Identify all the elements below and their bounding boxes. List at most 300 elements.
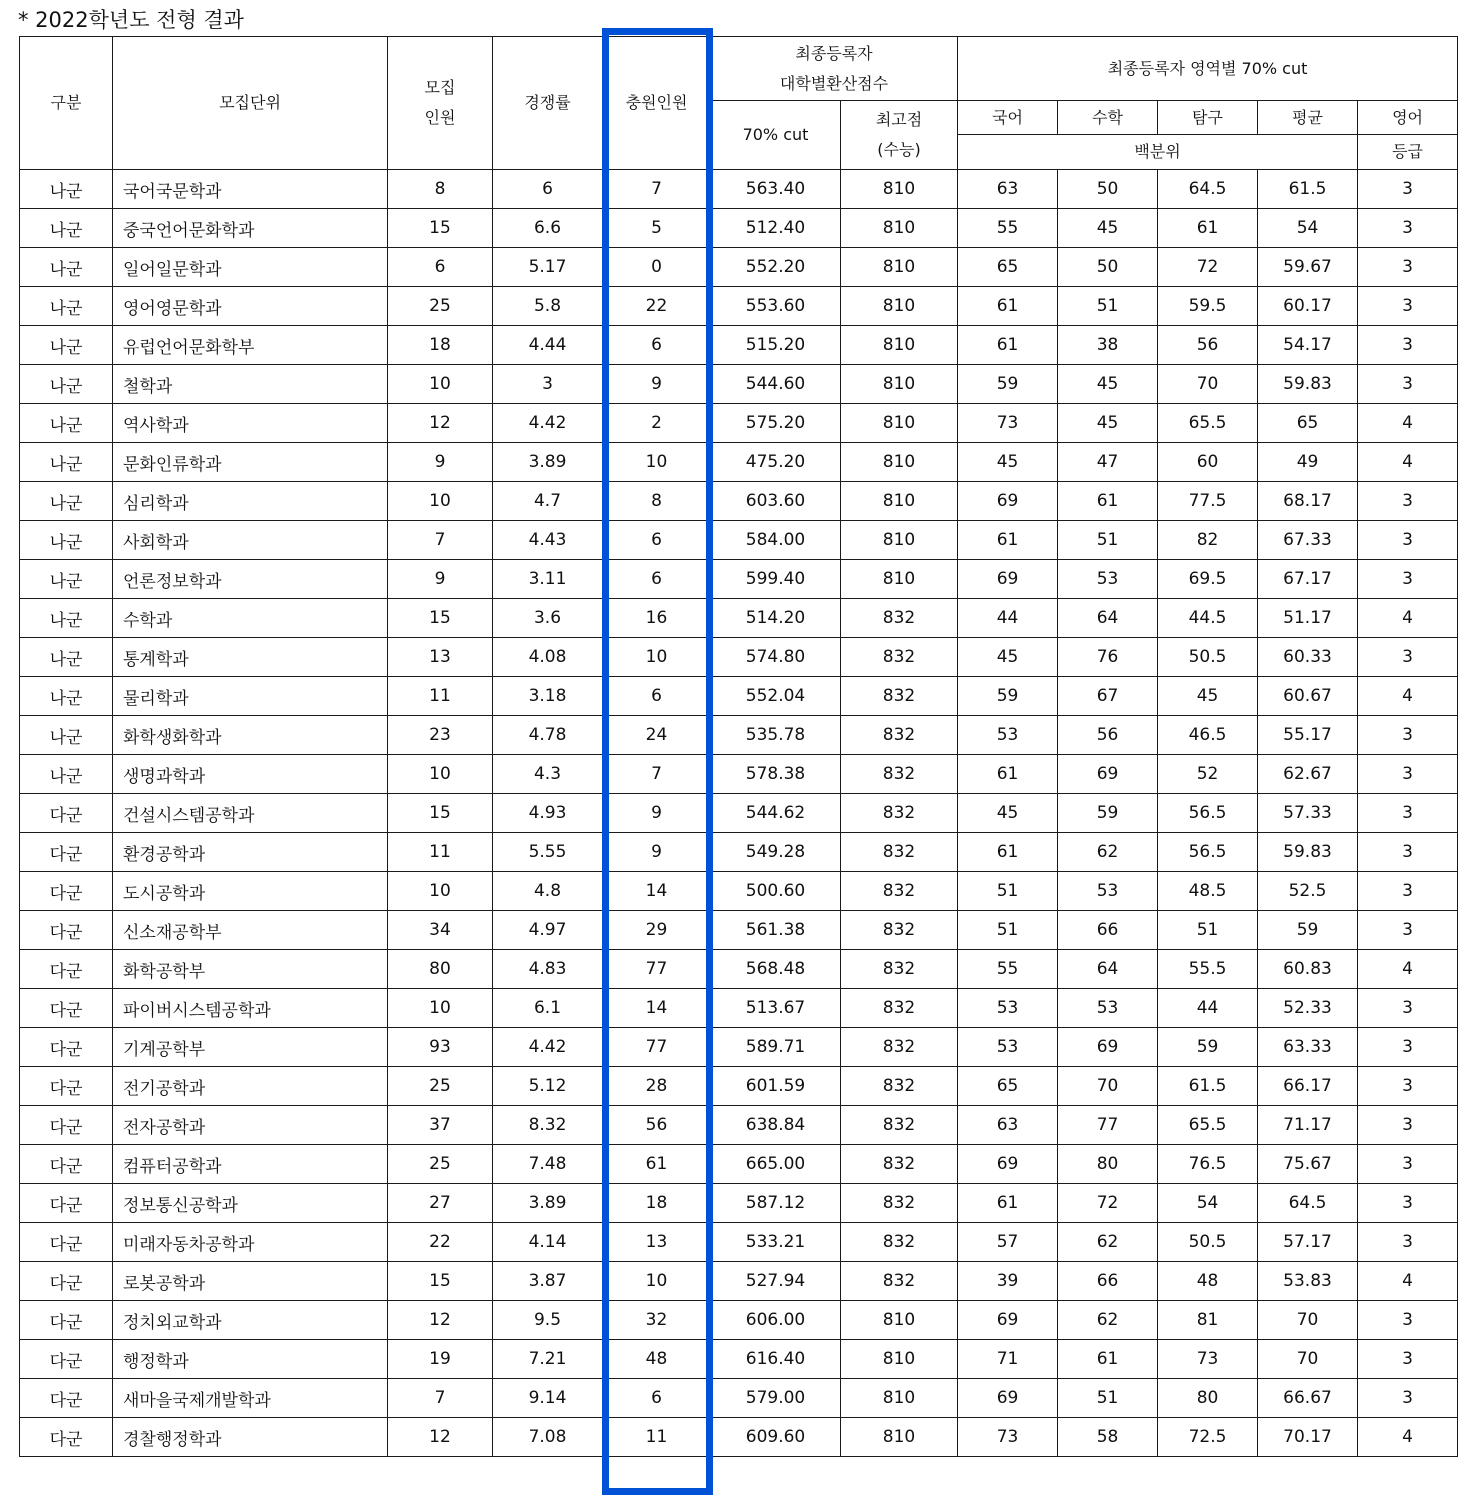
cell-unit: 신소재공학부 [113,911,388,950]
cell-group: 다군 [20,1262,113,1301]
table-row [20,1067,1458,1106]
cell-inquiry: 65.5 [1158,404,1258,443]
cell-inquiry: 44 [1158,989,1258,1028]
cell-inquiry: 59.5 [1158,287,1258,326]
cell-unit: 국어국문학과 [113,170,388,209]
table-row [20,716,1458,755]
cell-max: 810 [841,404,958,443]
cell-math: 45 [1058,365,1158,404]
cell-max: 810 [841,287,958,326]
cell-korean: 63 [958,170,1058,209]
cell-group: 다군 [20,1223,113,1262]
cell-inquiry: 52 [1158,755,1258,794]
cell-max: 832 [841,1028,958,1067]
cell-average: 60.83 [1258,950,1358,989]
cell-group: 나군 [20,716,113,755]
cell-average: 57.33 [1258,794,1358,833]
cell-max: 832 [841,1145,958,1184]
cell-group: 다군 [20,1418,113,1457]
cell-inquiry: 72 [1158,248,1258,287]
cell-korean: 69 [958,1379,1058,1418]
cell-korean: 45 [958,638,1058,677]
cell-english: 3 [1358,521,1458,560]
cell-cut70: 544.60 [711,365,841,404]
cell-math: 38 [1058,326,1158,365]
table-row [20,1379,1458,1418]
cell-competition: 7.08 [493,1418,603,1457]
cell-quota: 10 [388,872,493,911]
cell-english: 3 [1358,209,1458,248]
cell-group: 나군 [20,560,113,599]
cell-max: 810 [841,482,958,521]
table-row [20,677,1458,716]
cell-additional: 14 [603,872,711,911]
cell-quota: 9 [388,560,493,599]
cell-quota: 12 [388,1418,493,1457]
cell-cut70: 514.20 [711,599,841,638]
cell-additional: 9 [603,794,711,833]
cell-korean: 53 [958,716,1058,755]
cell-average: 70 [1258,1340,1358,1379]
cell-quota: 10 [388,482,493,521]
cell-inquiry: 56.5 [1158,794,1258,833]
table-row [20,794,1458,833]
cell-korean: 39 [958,1262,1058,1301]
cell-group: 다군 [20,794,113,833]
cell-english: 3 [1358,560,1458,599]
header-final-score-line2: 대학별환산점수 [779,73,889,93]
cell-average: 64.5 [1258,1184,1358,1223]
cell-group: 나군 [20,287,113,326]
cell-inquiry: 50.5 [1158,1223,1258,1262]
cell-competition: 9.5 [493,1301,603,1340]
table-row [20,1184,1458,1223]
cell-cut70: 512.40 [711,209,841,248]
cell-math: 58 [1058,1418,1158,1457]
cell-cut70: 513.67 [711,989,841,1028]
cell-competition: 4.3 [493,755,603,794]
cell-max: 832 [841,989,958,1028]
cell-competition: 7.48 [493,1145,603,1184]
cell-quota: 18 [388,326,493,365]
header-quota [388,37,493,170]
table-row [20,560,1458,599]
cell-korean: 61 [958,755,1058,794]
cell-cut70: 553.60 [711,287,841,326]
cell-quota: 15 [388,209,493,248]
cell-max: 810 [841,1418,958,1457]
cell-unit: 컴퓨터공학과 [113,1145,388,1184]
cell-unit: 문화인류학과 [113,443,388,482]
cell-math: 50 [1058,248,1158,287]
cell-average: 60.17 [1258,287,1358,326]
cell-unit: 수학과 [113,599,388,638]
table-row [20,248,1458,287]
cell-additional: 6 [603,560,711,599]
cell-inquiry: 80 [1158,1379,1258,1418]
cell-average: 62.67 [1258,755,1358,794]
cell-korean: 59 [958,677,1058,716]
cell-quota: 15 [388,599,493,638]
cell-group: 나군 [20,638,113,677]
cell-math: 45 [1058,404,1158,443]
cell-average: 59 [1258,911,1358,950]
cell-inquiry: 55.5 [1158,950,1258,989]
cell-quota: 25 [388,1145,493,1184]
cell-korean: 65 [958,1067,1058,1106]
cell-competition: 4.8 [493,872,603,911]
cell-additional: 10 [603,443,711,482]
cell-max: 810 [841,443,958,482]
cell-unit: 전기공학과 [113,1067,388,1106]
cell-average: 57.17 [1258,1223,1358,1262]
cell-quota: 12 [388,1301,493,1340]
table-row [20,638,1458,677]
cell-inquiry: 51 [1158,911,1258,950]
cell-inquiry: 50.5 [1158,638,1258,677]
cell-average: 63.33 [1258,1028,1358,1067]
cell-inquiry: 72.5 [1158,1418,1258,1457]
cell-cut70: 561.38 [711,911,841,950]
cell-math: 62 [1058,1301,1158,1340]
cell-english: 3 [1358,911,1458,950]
table-row [20,521,1458,560]
cell-average: 52.5 [1258,872,1358,911]
cell-unit: 새마을국제개발학과 [113,1379,388,1418]
cell-group: 다군 [20,1145,113,1184]
cell-inquiry: 59 [1158,1028,1258,1067]
cell-competition: 5.55 [493,833,603,872]
cell-quota: 93 [388,1028,493,1067]
cell-additional: 9 [603,365,711,404]
cell-additional: 10 [603,1262,711,1301]
cell-cut70: 527.94 [711,1262,841,1301]
header-quota-line2: 인원 [424,108,456,127]
table-row [20,989,1458,1028]
cell-competition: 8.32 [493,1106,603,1145]
cell-quota: 11 [388,677,493,716]
cell-korean: 44 [958,599,1058,638]
cell-group: 나군 [20,599,113,638]
cell-max: 832 [841,1067,958,1106]
table-row [20,1145,1458,1184]
cell-additional: 6 [603,1379,711,1418]
cell-quota: 15 [388,794,493,833]
cell-additional: 48 [603,1340,711,1379]
table-row [20,1301,1458,1340]
cell-additional: 28 [603,1067,711,1106]
cell-additional: 8 [603,482,711,521]
header-final-score [711,37,958,101]
cell-inquiry: 54 [1158,1184,1258,1223]
cell-max: 832 [841,1262,958,1301]
cell-max: 832 [841,1223,958,1262]
table-row [20,1262,1458,1301]
cell-competition: 3.89 [493,1184,603,1223]
cell-math: 62 [1058,833,1158,872]
cell-quota: 37 [388,1106,493,1145]
cell-unit: 화학생화학과 [113,716,388,755]
cell-math: 59 [1058,794,1158,833]
cell-max: 810 [841,1379,958,1418]
cell-competition: 9.14 [493,1379,603,1418]
cell-max: 832 [841,1184,958,1223]
table-header [20,37,1458,170]
cell-group: 다군 [20,1379,113,1418]
cell-korean: 57 [958,1223,1058,1262]
cell-cut70: 535.78 [711,716,841,755]
cell-quota: 7 [388,521,493,560]
cell-inquiry: 61 [1158,209,1258,248]
cell-unit: 언론정보학과 [113,560,388,599]
cell-additional: 9 [603,833,711,872]
cell-average: 51.17 [1258,599,1358,638]
cell-math: 69 [1058,755,1158,794]
cell-english: 3 [1358,989,1458,1028]
cell-korean: 53 [958,1028,1058,1067]
header-competition: 경쟁률 [493,37,603,170]
cell-math: 47 [1058,443,1158,482]
cell-unit: 행정학과 [113,1340,388,1379]
cell-math: 51 [1058,521,1158,560]
cell-competition: 6.1 [493,989,603,1028]
cell-math: 72 [1058,1184,1158,1223]
cell-additional: 13 [603,1223,711,1262]
table-row [20,287,1458,326]
cell-math: 53 [1058,560,1158,599]
cell-average: 70.17 [1258,1418,1358,1457]
cell-additional: 10 [603,638,711,677]
cell-cut70: 544.62 [711,794,841,833]
cell-unit: 정치외교학과 [113,1301,388,1340]
cell-average: 60.67 [1258,677,1358,716]
cell-max: 810 [841,1340,958,1379]
cell-unit: 역사학과 [113,404,388,443]
cell-english: 3 [1358,170,1458,209]
cell-quota: 23 [388,716,493,755]
header-quota-line1: 모집 [424,78,456,97]
cell-group: 나군 [20,521,113,560]
cell-quota: 22 [388,1223,493,1262]
cell-group: 다군 [20,833,113,872]
cell-unit: 경찰행정학과 [113,1418,388,1457]
cell-average: 49 [1258,443,1358,482]
cell-unit: 정보통신공학과 [113,1184,388,1223]
cell-cut70: 552.04 [711,677,841,716]
cell-competition: 6 [493,170,603,209]
cell-additional: 7 [603,755,711,794]
cell-cut70: 603.60 [711,482,841,521]
cell-inquiry: 56 [1158,326,1258,365]
cell-english: 3 [1358,248,1458,287]
cell-average: 59.67 [1258,248,1358,287]
cell-english: 3 [1358,365,1458,404]
cell-english: 4 [1358,599,1458,638]
cell-english: 3 [1358,638,1458,677]
cell-english: 4 [1358,950,1458,989]
cell-additional: 7 [603,170,711,209]
cell-cut70: 575.20 [711,404,841,443]
cell-quota: 10 [388,755,493,794]
cell-group: 나군 [20,443,113,482]
table-row [20,1028,1458,1067]
cell-inquiry: 46.5 [1158,716,1258,755]
cell-unit: 사회학과 [113,521,388,560]
cell-quota: 13 [388,638,493,677]
table-row [20,170,1458,209]
cell-competition: 4.97 [493,911,603,950]
cell-math: 53 [1058,872,1158,911]
cell-competition: 4.44 [493,326,603,365]
cell-average: 61.5 [1258,170,1358,209]
cell-max: 832 [841,794,958,833]
cell-english: 3 [1358,1223,1458,1262]
cell-english: 3 [1358,287,1458,326]
cell-korean: 61 [958,1184,1058,1223]
header-group: 구분 [20,37,113,170]
cell-max: 810 [841,209,958,248]
cell-english: 3 [1358,1379,1458,1418]
cell-korean: 51 [958,872,1058,911]
cell-unit: 환경공학과 [113,833,388,872]
admission-results-table [19,36,1458,1457]
cell-cut70: 500.60 [711,872,841,911]
cell-quota: 8 [388,170,493,209]
cell-quota: 9 [388,443,493,482]
header-final-score-line1: 최종등록자 [795,43,873,63]
cell-max: 832 [841,638,958,677]
cell-group: 다군 [20,950,113,989]
cell-average: 54.17 [1258,326,1358,365]
cell-korean: 73 [958,404,1058,443]
table-body [20,170,1458,1457]
header-math: 수학 [1058,101,1158,135]
cell-math: 61 [1058,482,1158,521]
cell-max: 810 [841,1301,958,1340]
cell-average: 59.83 [1258,365,1358,404]
cell-competition: 4.7 [493,482,603,521]
cell-inquiry: 77.5 [1158,482,1258,521]
cell-math: 64 [1058,599,1158,638]
cell-group: 나군 [20,755,113,794]
cell-max: 810 [841,326,958,365]
cell-cut70: 579.00 [711,1379,841,1418]
cell-max: 832 [841,599,958,638]
cell-group: 다군 [20,1028,113,1067]
cell-unit: 로봇공학과 [113,1262,388,1301]
cell-inquiry: 70 [1158,365,1258,404]
cell-group: 나군 [20,170,113,209]
table-row [20,755,1458,794]
cell-additional: 6 [603,521,711,560]
cell-unit: 도시공학과 [113,872,388,911]
cell-competition: 3.18 [493,677,603,716]
cell-group: 나군 [20,326,113,365]
cell-group: 나군 [20,482,113,521]
header-inquiry: 탐구 [1158,101,1258,135]
cell-math: 51 [1058,287,1158,326]
header-average: 평균 [1258,101,1358,135]
cell-korean: 69 [958,1301,1058,1340]
cell-average: 52.33 [1258,989,1358,1028]
cell-cut70: 578.38 [711,755,841,794]
cell-korean: 53 [958,989,1058,1028]
cell-group: 다군 [20,1106,113,1145]
cell-additional: 0 [603,248,711,287]
cell-max: 832 [841,833,958,872]
table-row [20,209,1458,248]
cell-competition: 3.89 [493,443,603,482]
cell-average: 68.17 [1258,482,1358,521]
cell-group: 다군 [20,989,113,1028]
cell-quota: 11 [388,833,493,872]
cell-math: 61 [1058,1340,1158,1379]
table-row [20,1106,1458,1145]
cell-cut70: 587.12 [711,1184,841,1223]
cell-quota: 7 [388,1379,493,1418]
cell-average: 71.17 [1258,1106,1358,1145]
cell-cut70: 638.84 [711,1106,841,1145]
cell-additional: 6 [603,677,711,716]
cell-korean: 45 [958,794,1058,833]
cell-average: 65 [1258,404,1358,443]
table-row [20,599,1458,638]
cell-korean: 73 [958,1418,1058,1457]
cell-cut70: 574.80 [711,638,841,677]
cell-competition: 4.42 [493,404,603,443]
cell-inquiry: 73 [1158,1340,1258,1379]
cell-competition: 7.21 [493,1340,603,1379]
cell-unit: 생명과학과 [113,755,388,794]
cell-competition: 4.14 [493,1223,603,1262]
table-caption: * 2022학년도 전형 결과 [18,8,244,32]
cell-math: 62 [1058,1223,1158,1262]
cell-math: 53 [1058,989,1158,1028]
cell-unit: 전자공학과 [113,1106,388,1145]
cell-average: 66.67 [1258,1379,1358,1418]
cell-inquiry: 64.5 [1158,170,1258,209]
cell-group: 나군 [20,365,113,404]
cell-competition: 4.43 [493,521,603,560]
cell-quota: 34 [388,911,493,950]
cell-additional: 16 [603,599,711,638]
cell-competition: 6.6 [493,209,603,248]
cell-cut70: 609.60 [711,1418,841,1457]
cell-group: 다군 [20,1340,113,1379]
header-max-line1: 최고점 [875,110,923,129]
cell-math: 70 [1058,1067,1158,1106]
cell-max: 832 [841,677,958,716]
cell-inquiry: 44.5 [1158,599,1258,638]
cell-english: 4 [1358,1418,1458,1457]
cell-cut70: 584.00 [711,521,841,560]
cell-math: 66 [1058,911,1158,950]
cell-max: 832 [841,872,958,911]
cell-additional: 77 [603,950,711,989]
cell-korean: 51 [958,911,1058,950]
cell-group: 다군 [20,1301,113,1340]
cell-korean: 65 [958,248,1058,287]
cell-average: 66.17 [1258,1067,1358,1106]
cell-unit: 기계공학부 [113,1028,388,1067]
cell-math: 69 [1058,1028,1158,1067]
cell-cut70: 601.59 [711,1067,841,1106]
cell-cut70: 616.40 [711,1340,841,1379]
cell-max: 810 [841,248,958,287]
header-unit: 모집단위 [113,37,388,170]
cell-english: 3 [1358,872,1458,911]
cell-math: 67 [1058,677,1158,716]
